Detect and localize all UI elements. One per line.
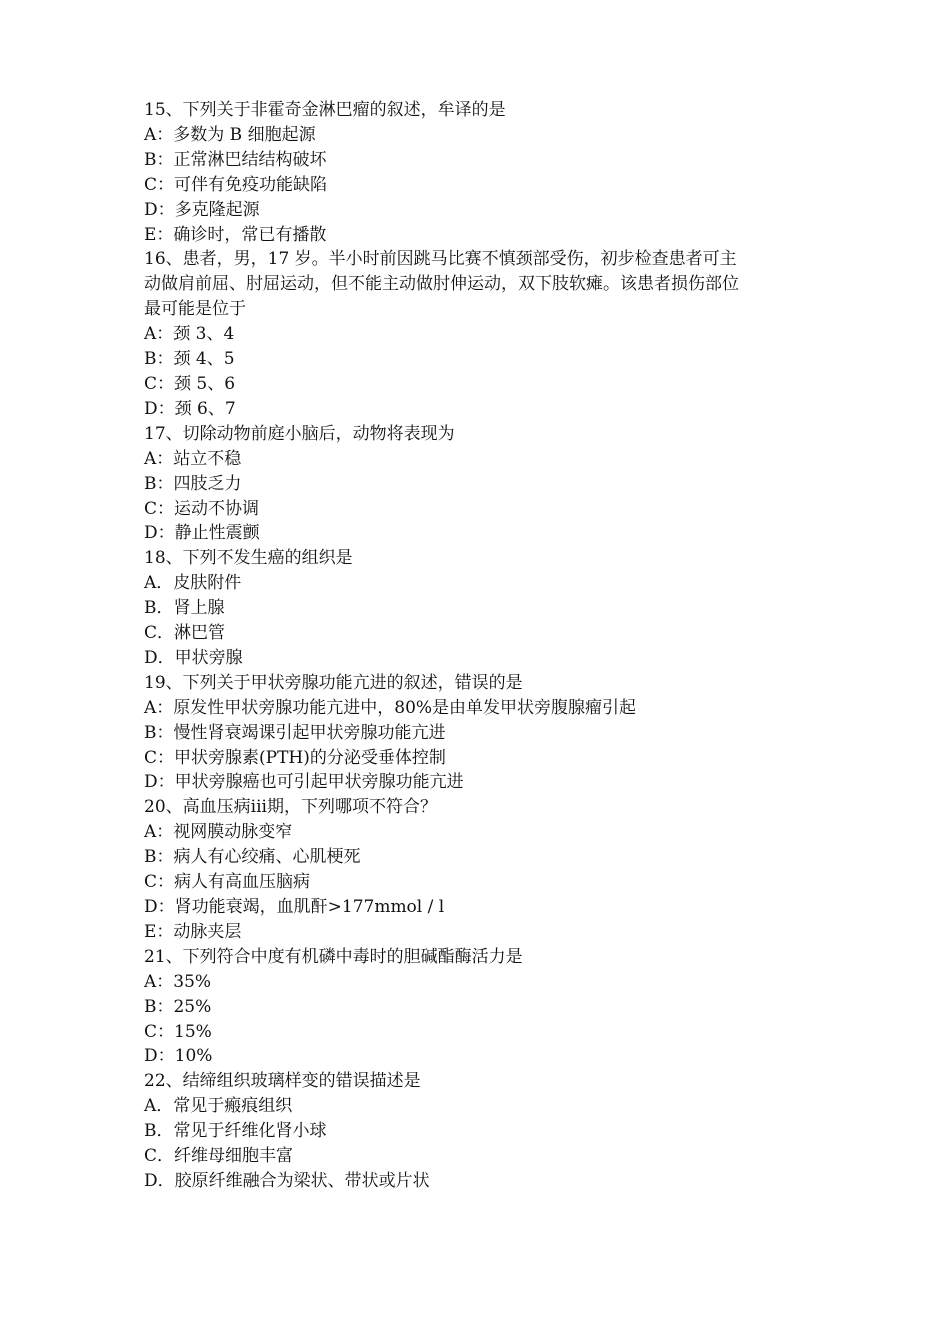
option-b: B．肾上腺 <box>144 598 225 619</box>
question-stem: 21、下列符合中度有机磷中毒时的胆碱酯酶活力是 <box>144 946 523 967</box>
question-stem: 20、高血压病iii期，下列哪项不符合？ <box>144 797 437 818</box>
question-stem: 15、下列关于非霍奇金淋巴瘤的叙述，牟译的是 <box>144 100 506 120</box>
option-c: C：颈 5、6 <box>144 373 236 394</box>
option-d: D：静止性震颤 <box>144 523 260 544</box>
option-c: C：甲状旁腺素(PTH)的分泌受垂体控制 <box>144 747 446 768</box>
option-d: D：甲状旁腺癌也可引起甲状旁腺功能亢进 <box>144 772 464 793</box>
option-c: C．淋巴管 <box>144 623 226 644</box>
option-d: D．甲状旁腺 <box>144 647 243 668</box>
option-b: B．常见于纤维化肾小球 <box>144 1121 327 1142</box>
option-b: B：颈 4、5 <box>144 349 235 370</box>
option-c: C．纤维母细胞丰富 <box>144 1146 294 1167</box>
question-stem-continued: 最可能是位于 <box>144 299 246 320</box>
question-22 <box>144 1069 824 1194</box>
question-17 <box>144 422 824 547</box>
option-c: C：病人有高血压脑病 <box>144 872 311 893</box>
option-d: D：10% <box>144 1046 213 1067</box>
option-a: A：颈 3、4 <box>144 324 235 345</box>
question-15 <box>144 98 824 247</box>
option-d: D．胶原纤维融合为梁状、带状或片状 <box>144 1170 430 1191</box>
option-c: C：15% <box>144 1021 212 1042</box>
option-d: D：肾功能衰竭，血肌酐>177mmol / l <box>144 897 445 917</box>
question-19 <box>144 671 824 796</box>
question-16 <box>144 247 824 421</box>
question-21 <box>144 945 824 1070</box>
option-b: B：25% <box>144 996 212 1017</box>
option-a: A：原发性甲状旁腺功能亢进中，80%是由单发甲状旁腹腺瘤引起 <box>144 697 637 718</box>
option-d: D：颈 6、7 <box>144 398 236 419</box>
option-b: B：慢性肾衰竭课引起甲状旁腺功能亢进 <box>144 722 446 743</box>
option-e: E：确诊时，常已有播散 <box>144 224 327 245</box>
option-a: A：视网膜动脉变窄 <box>144 822 293 843</box>
option-e: E：动脉夹层 <box>144 921 242 942</box>
option-c: C：可伴有免疫功能缺陷 <box>144 174 328 195</box>
option-a: A．常见于瘢痕组织 <box>144 1096 293 1117</box>
option-a: A：站立不稳 <box>144 448 242 469</box>
option-b: B：正常淋巴结结构破坏 <box>144 149 327 170</box>
question-stem: 19、下列关于甲状旁腺功能亢进的叙述，错误的是 <box>144 672 523 693</box>
option-b: B：病人有心绞痛、心肌梗死 <box>144 847 361 868</box>
question-20 <box>144 795 824 944</box>
option-a: A．皮肤附件 <box>144 573 242 594</box>
question-list <box>144 98 824 1194</box>
option-a: A：35% <box>144 971 212 992</box>
option-a: A：多数为 B 细胞起源 <box>144 124 316 145</box>
question-18 <box>144 546 824 671</box>
option-c: C：运动不协调 <box>144 498 260 519</box>
option-b: B：四肢乏力 <box>144 473 242 494</box>
question-stem: 18、下列不发生癌的组织是 <box>144 548 353 569</box>
question-stem-continued: 动做肩前屈、肘屈运动，但不能主动做肘伸运动，双下肢软瘫。该患者损伤部位 <box>144 274 739 295</box>
option-d: D：多克隆起源 <box>144 199 260 220</box>
question-stem: 22、结缔组织玻璃样变的错误描述是 <box>144 1071 421 1092</box>
question-stem: 16、患者，男，17 岁。半小时前因跳马比赛不慎颈部受伤，初步检查患者可主 <box>144 249 737 270</box>
question-stem: 17、切除动物前庭小脑后，动物将表现为 <box>144 423 455 444</box>
